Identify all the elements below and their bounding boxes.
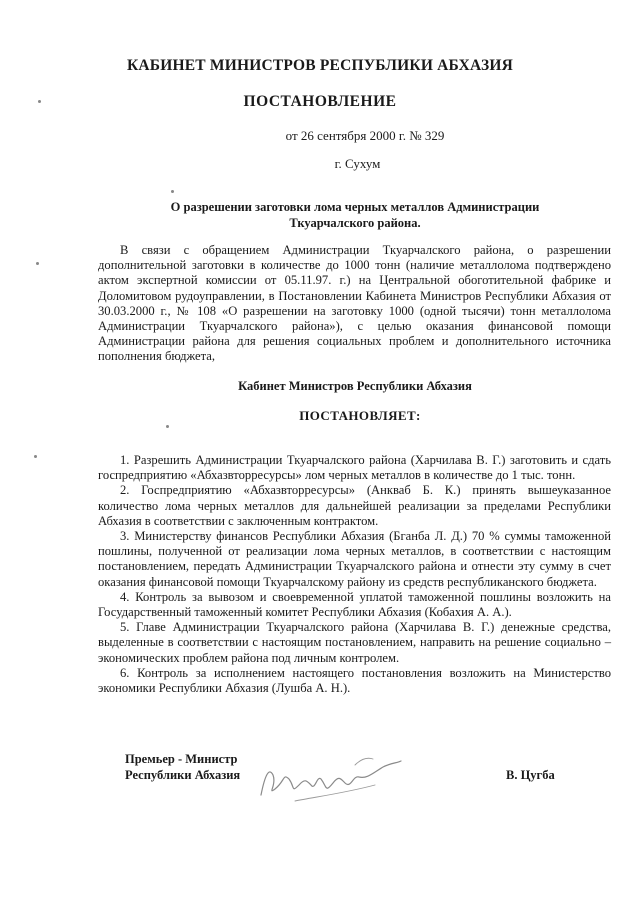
signer-name: В. Цугба [506, 768, 555, 782]
preamble-paragraph: В связи с обращением Администрации Ткуарчалского района, о разрешении дополнительной заготовки в количестве до 1000 тонн (наличие металлолома подтверждено актом экспертной комиссии от 05.11.97. г.) на Центральной обоготительной фабрике и Доломитовом рудоуправлении, в Постановлении Кабинета Министров Республики Абхазия от 30.03.2000 г., № 108 «О разрешении на заготовку 1000 (одной тысячи) тонн металлолома Администрации Ткуарчалского района»), с целью оказания финансовой помощи Администрации района для решения социальных проблем и дополнительного источника пополнения бюджета, [98, 243, 611, 364]
document-city: г. Сухум [334, 156, 381, 171]
signer-title-line-1: Премьер - Министр [125, 752, 238, 766]
signer-title-line-2: Республики Абхазия [125, 767, 241, 782]
organization-title: КАБИНЕТ МИНИСТРОВ РЕСПУБЛИКИ АБХАЗИЯ [126, 57, 514, 74]
resolution-item: 5. Главе Администрации Ткуарчалского района (Харчилава В. Г.) денежные средства, выделенные в соответствии с настоящим постановлением, направить на решение социально – экономических проблем района под личным контролем. [98, 620, 611, 665]
resolution-item: 2. Госпредприятию «Абхазвторресурсы» (Анкваб Б. К.) принять вышеуказанное количество лома черных металлов для дальнейшей реализации за пределами Республики Абхазия в соответствии с заключенным контрактом. [98, 483, 611, 528]
subject-line-2: Ткуарчалского района. [289, 216, 421, 230]
document-type: ПОСТАНОВЛЕНИЕ [243, 93, 397, 110]
decrees-heading: ПОСТАНОВЛЯЕТ: [299, 408, 421, 423]
scan-speck [36, 262, 39, 265]
scan-speck [171, 190, 174, 193]
scan-speck [166, 425, 169, 428]
issuing-body: Кабинет Министров Республики Абхазия [238, 379, 472, 393]
resolution-items [98, 453, 611, 696]
handwritten-signature [255, 745, 405, 805]
subject-line-1: О разрешении заготовки лома черных металлов Администрации [170, 200, 540, 214]
signer-title [125, 752, 240, 783]
resolution-item: 1. Разрешить Администрации Ткуарчалского района (Харчилава В. Г.) заготовить и сдать госпредприятию «Абхазвторресурсы» лом черных металлов в количестве до 1 тыс. тонн. [98, 453, 611, 483]
scan-speck [38, 100, 41, 103]
resolution-item: 3. Министерству финансов Республики Абхазия (Бганба Л. Д.) 70 % суммы таможенной пошлины, полученной от реализации лома черных металлов, в соответствии с настоящим постановлением, передать Администрации Ткуарчалского района и отнести эту сумму в счет оказания финансовой помощи Ткуарчалскому району из средств республиканского бюджета. [98, 529, 611, 589]
scan-speck [34, 455, 37, 458]
document-subject [150, 199, 560, 231]
resolution-item: 6. Контроль за исполнением настоящего постановления возложить на Министерство экономики Республики Абхазия (Лушба А. Н.). [98, 665, 611, 696]
resolution-item: 4. Контроль за вывозом и своевременной уплатой таможенной пошлины возложить на Государственный таможенный комитет Республики Абхазия (Кобахия А. А.). [98, 589, 611, 620]
document-date-number: от 26 сентября 2000 г. № 329 [285, 128, 445, 143]
